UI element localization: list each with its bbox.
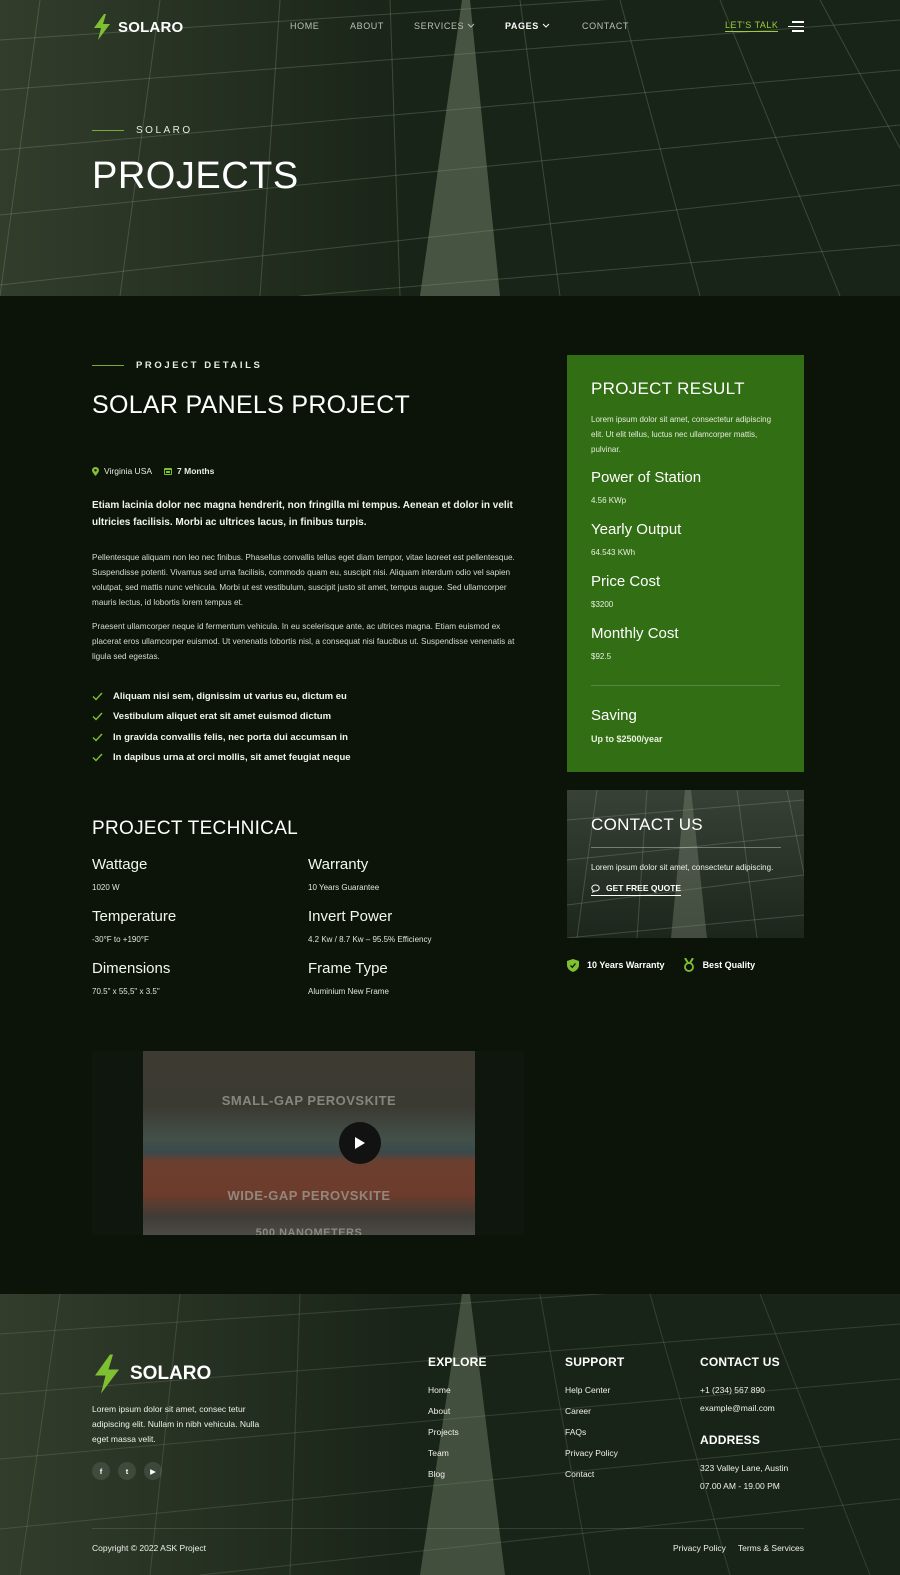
chevron-down-icon [542, 23, 550, 29]
result-title: PROJECT RESULT [591, 379, 745, 398]
get-free-quote-button[interactable]: GET FREE QUOTE [591, 883, 681, 896]
result-yearly-output: Yearly Output 64.543 KWh [591, 521, 682, 557]
check-icon [92, 733, 103, 742]
video-thumbnail [143, 1051, 475, 1235]
technical-title: PROJECT TECHNICAL [92, 818, 299, 839]
footer-link-privacy[interactable]: Privacy Policy [565, 1448, 618, 1458]
footer-link-help-center[interactable]: Help Center [565, 1385, 611, 1395]
footer-contact [700, 1355, 788, 1499]
page-title: PROJECTS [92, 155, 299, 197]
nav-home[interactable]: HOME [290, 21, 320, 31]
warranty-badge: 10 Years Warranty [567, 958, 665, 972]
body-paragraph-1: Pellentesque aliquam non leo nec finibus. Phasellus convallis tellus eget diam tempor, vitae laoreet est pellentesque. Suspendisse potenti. Vivamus sed urna facilisis, commodo quam eu, suscipit nisi. Aliquam interdum odio vel sapien volutpat, sed mattis nunc vehicula. Morbi ut est vestibulum, suscipit justo sit amet, tempus augue. Sed ullamcorper mauris lectus, id lobortis lorem tempus et. [92, 553, 515, 607]
list-item: In dapibus urna at orci mollis, sit amet feugiat neque [92, 748, 351, 769]
play-icon [354, 1136, 366, 1150]
result-price-cost: Price Cost $3200 [591, 573, 661, 609]
footer-link-projects[interactable]: Projects [428, 1427, 459, 1437]
logo-text: SOLARO [118, 18, 184, 36]
divider [591, 685, 780, 686]
footer-contact-title: CONTACT US [700, 1355, 780, 1369]
footer-link-home[interactable]: Home [428, 1385, 451, 1395]
youtube-icon[interactable]: ▶ [144, 1462, 162, 1480]
footer-link-team[interactable]: Team [428, 1448, 449, 1458]
legal-links [673, 1543, 804, 1553]
result-monthly-cost: Monthly Cost $92.5 [591, 625, 679, 661]
project-result-card [567, 355, 804, 772]
eyebrow-line [92, 365, 124, 366]
check-icon [92, 692, 103, 701]
lets-talk-link[interactable]: LET'S TALK [725, 20, 779, 30]
lead-paragraph: Etiam lacinia dolor nec magna hendrerit, non fringilla mi tempus. Aenean et dolor in velit ultricies facilisis. Morbi ac ultrices lacus, in finibus turpis. [92, 500, 513, 528]
contact-card [567, 790, 804, 938]
tech-frame-type: Frame Type Aluminium New Frame [308, 960, 389, 996]
hamburger-menu-icon[interactable] [788, 21, 804, 35]
quality-badge: Best Quality [683, 958, 756, 972]
footer-link-about[interactable]: About [428, 1406, 451, 1416]
badges [567, 958, 755, 972]
video-text-bottom: WIDE-GAP PEROVSKITE [227, 1188, 391, 1203]
privacy-policy-link[interactable]: Privacy Policy [672, 1543, 726, 1553]
footer-link-career[interactable]: Career [565, 1406, 591, 1416]
project-meta [92, 466, 214, 476]
body-paragraph-2: Praesent ullamcorper neque id fermentum vehicula. In eu scelerisque ante, ac ultrices magna. Etiam euismod ex placerat eros ullamcorper euismod. Ut venenatis lobortis nisl, a consequat nisi faucibus ut. Suspendisse venenatis at ligula sed egestas. [92, 622, 515, 661]
footer-logo-text: SOLARO [130, 1363, 212, 1384]
list-item: In gravida convallis felis, nec porta dui accumsan in [92, 727, 351, 748]
nav-contact[interactable]: CONTACT [582, 21, 630, 31]
footer-explore [428, 1355, 487, 1490]
social-links [92, 1462, 162, 1480]
footer-link-contact[interactable]: Contact [565, 1469, 595, 1479]
map-pin-icon [92, 467, 99, 476]
logo[interactable] [92, 14, 183, 40]
terms-link[interactable]: Terms & Services [737, 1543, 804, 1553]
contact-card-title: CONTACT US [591, 815, 781, 848]
tech-dimensions: Dimensions 70.5" x 55,5" x 3.5" [92, 960, 171, 996]
tech-temperature: Temperature -30°F to +190°F [92, 908, 177, 944]
footer-logo[interactable] [92, 1354, 211, 1394]
twitter-icon[interactable]: t [118, 1462, 136, 1480]
result-description: Lorem ipsum dolor sit amet, consectetur adipiscing elit. Ut elit tellus, luctus nec ullamcorper mattis, pulvinar. [591, 415, 772, 454]
copyright: Copyright © 2022 ASK Project [92, 1543, 206, 1553]
facebook-icon[interactable]: f [92, 1462, 110, 1480]
result-saving: Saving Up to $2500/year [591, 707, 663, 744]
chevron-down-icon [467, 23, 475, 29]
nav-services[interactable]: SERVICES [414, 21, 475, 31]
list-item: Aliquam nisi sem, dignissim ut varius eu, dictum eu [92, 686, 351, 707]
video-text-top: SMALL-GAP PEROVSKITE [221, 1093, 397, 1108]
check-icon [92, 712, 103, 721]
chat-bubble-icon [591, 884, 600, 893]
video-player[interactable] [92, 1051, 524, 1235]
nav-pages[interactable]: PAGES [505, 21, 550, 31]
footer-address-line: 323 Valley Lane, Austin [700, 1463, 789, 1473]
shield-icon [567, 959, 579, 972]
footer-email[interactable]: example@mail.com [700, 1403, 775, 1413]
tech-invert-power: Invert Power 4.2 Kw / 8.7 Kw – 95.5% Efficiency [308, 908, 432, 944]
footer-divider [92, 1528, 804, 1529]
calendar-icon [164, 467, 172, 475]
footer-address-title: ADDRESS [700, 1433, 761, 1447]
lightning-logo-icon [92, 1354, 122, 1394]
contact-card-text: Lorem ipsum dolor sit amet, consectetur adipiscing. [591, 863, 774, 872]
project-title: SOLAR PANELS PROJECT [92, 391, 411, 419]
nav-about[interactable]: ABOUT [350, 21, 385, 31]
eyebrow-line [92, 130, 124, 131]
tech-wattage: Wattage 1020 W [92, 856, 148, 892]
list-item: Vestibulum aliquet erat sit amet euismod dictum [92, 707, 351, 728]
footer-hours: 07.00 AM - 19.00 PM [700, 1481, 780, 1491]
check-icon [92, 753, 103, 762]
check-list [92, 686, 351, 768]
location: Virginia USA [92, 466, 152, 476]
video-caption: 500 NANOMETERS [255, 1227, 363, 1235]
lightning-logo-icon [92, 14, 112, 40]
top-navigation [0, 0, 900, 54]
play-button[interactable] [339, 1122, 381, 1164]
details-eyebrow [92, 360, 262, 371]
footer-support [565, 1355, 624, 1490]
hero-eyebrow-text: SOLARO [136, 125, 193, 136]
hero-eyebrow [92, 125, 193, 136]
footer-explore-title: EXPLORE [428, 1355, 487, 1369]
footer-link-faqs[interactable]: FAQs [565, 1427, 587, 1437]
duration: 7 Months [164, 466, 214, 476]
footer-about: Lorem ipsum dolor sit amet, consec tetur adipiscing elit. Nullam in nibh vehicula. Nulla eget massa velit. [92, 1404, 260, 1444]
medal-icon [683, 958, 695, 972]
footer-phone[interactable]: +1 (234) 567 890 [700, 1385, 765, 1395]
footer-support-title: SUPPORT [565, 1355, 625, 1369]
result-power: Power of Station 4.56 KWp [591, 469, 702, 505]
tech-warranty: Warranty 10 Years Guarantee [308, 856, 380, 892]
contact-card-content [591, 815, 781, 898]
details-eyebrow-text: PROJECT DETAILS [136, 360, 263, 371]
footer-link-blog[interactable]: Blog [428, 1469, 446, 1479]
